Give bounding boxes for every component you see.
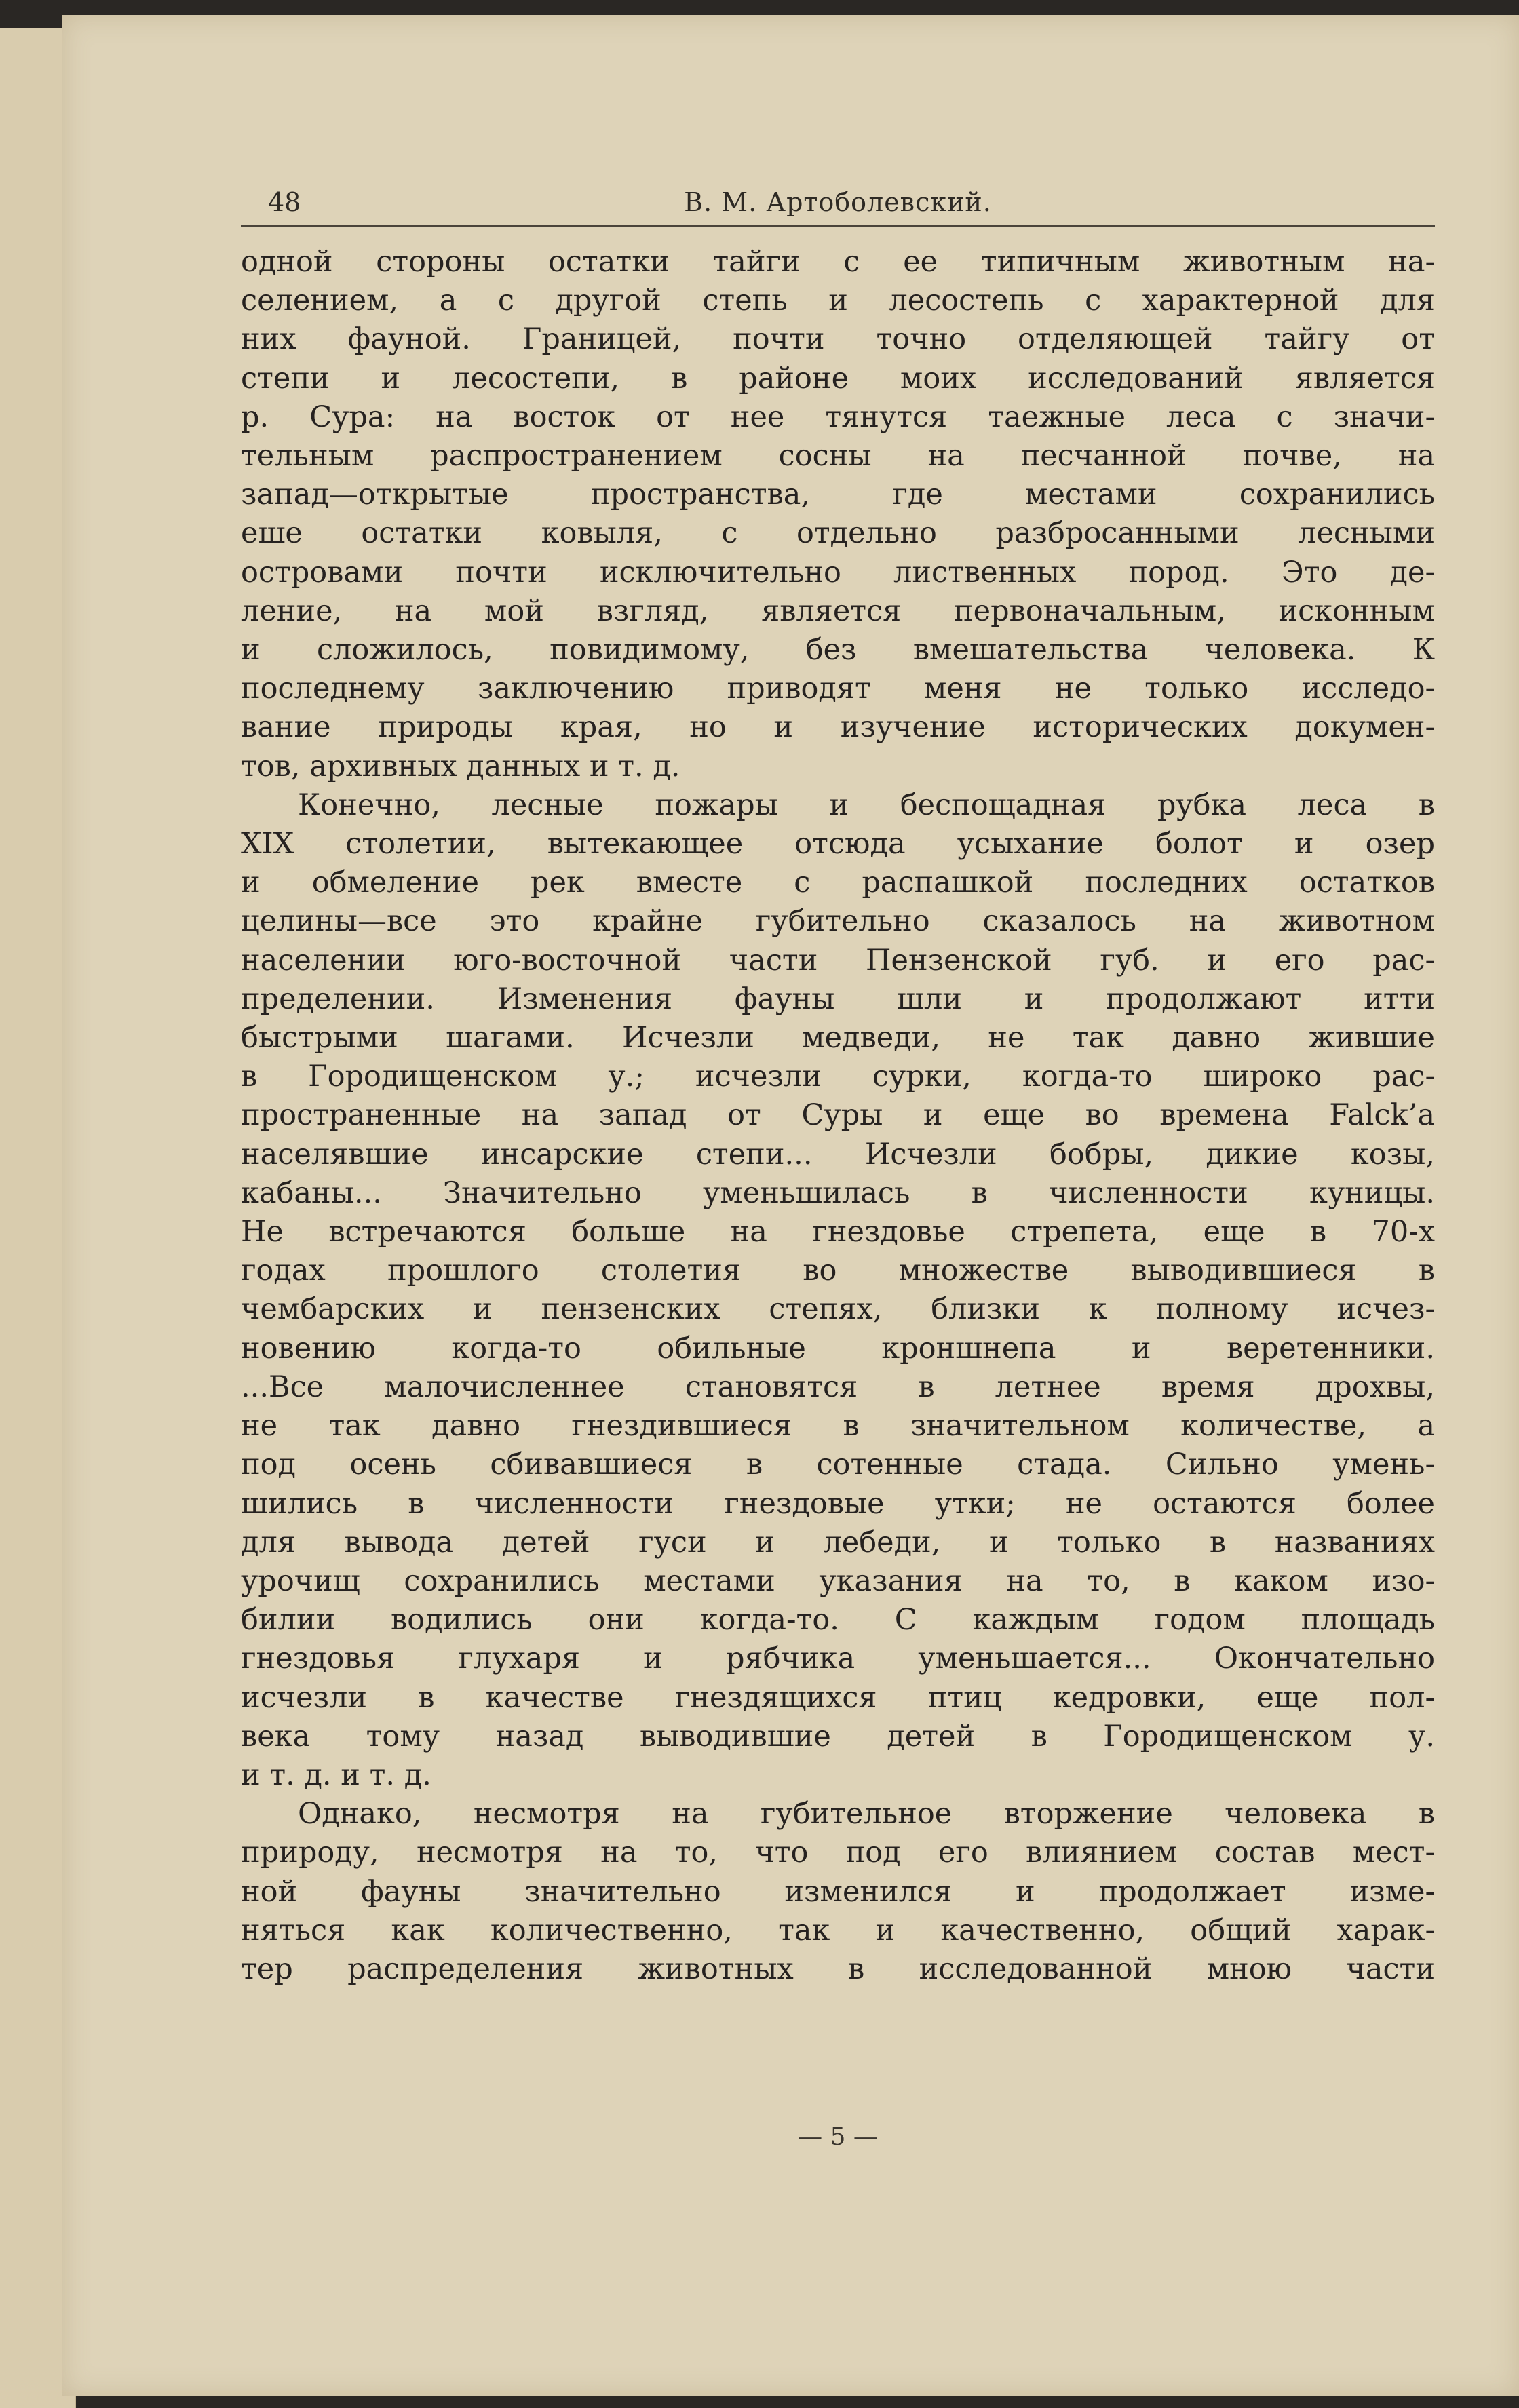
- running-title: В. М. Артоболевский.: [684, 187, 992, 217]
- text-line: ление, на мой взгляд, является первоначальным, исконным: [241, 594, 1435, 628]
- text-line: новению когда-то обильные кроншнепа и веретенники.: [241, 1331, 1435, 1365]
- text-line: тов, архивных данных и т. д.: [241, 749, 680, 783]
- text-line: исчезли в качестве гнездящихся птиц кедровки, еще пол-: [241, 1680, 1435, 1715]
- page-number: 48: [268, 187, 301, 217]
- text-line: вание природы края, но и изучение исторических докумен-: [241, 710, 1435, 745]
- text-line: кабаны... Значительно уменьшилась в численности куницы.: [241, 1176, 1435, 1210]
- text-line: XIX столетии, вытекающее отсюда усыхание болот и озер: [241, 827, 1435, 861]
- text-line: островами почти исключительно лиственных пород. Это де-: [241, 555, 1435, 589]
- paragraph: [241, 1795, 1435, 1989]
- paragraph: [241, 786, 1435, 1795]
- text-line: пределении. Изменения фауны шли и продолжают итти: [241, 982, 1435, 1016]
- text-line: ...Все малочисленнее становятся в летнее время дрохвы,: [241, 1370, 1435, 1404]
- text-line: и т. д. и т. д.: [241, 1758, 431, 1792]
- text-line: еше остатки ковыля, с отдельно разбросанными лесными: [241, 516, 1435, 551]
- text-line: Однако, несмотря на губительное вторжение человека в: [298, 1797, 1435, 1831]
- text-line: них фауной. Границей, почти точно отделяющей тайгу от: [241, 322, 1435, 357]
- text-line: годах прошлого столетия во множестве выводившиеся в: [241, 1254, 1435, 1288]
- text-line: Не встречаются больше на гнездовье стрепета, еще в 70-х: [241, 1215, 1435, 1249]
- text-line: ной фауны значительно изменился и продолжает изме-: [241, 1874, 1435, 1909]
- text-line: природу, несмотря на то, что под его влиянием состав мест-: [241, 1836, 1435, 1870]
- paragraph: [241, 243, 1435, 786]
- text-line: одной стороны остатки тайги с ее типичным животным на-: [241, 245, 1435, 279]
- text-line: степи и лесостепи, в районе моих исследований является: [241, 361, 1435, 395]
- text-line: населении юго-восточной части Пензенской губ. и его рас-: [241, 943, 1435, 977]
- text-line: Конечно, лесные пожары и беспощадная рубка леса в: [298, 788, 1435, 822]
- text-line: урочищ сохранились местами указания на то, в каком изо-: [241, 1564, 1435, 1598]
- text-line: быстрыми шагами. Исчезли медведи, не так давно жившие: [241, 1021, 1435, 1055]
- text-line: не так давно гнездившиеся в значительном количестве, а: [241, 1409, 1435, 1443]
- text-line: пространенные на запад от Суры и еще во времена Falck’а: [241, 1098, 1435, 1133]
- text-line: целины—все это крайне губительно сказалось на животном: [241, 904, 1435, 939]
- text-line: века тому назад выводившие детей в Городищенском у.: [241, 1719, 1435, 1753]
- text-line: гнездовья глухаря и рябчика уменьшается... Окончательно: [241, 1642, 1435, 1676]
- signature-mark: — 5 —: [798, 2123, 878, 2151]
- text-line: тельным распространением сосны на песчанной почве, на: [241, 439, 1435, 473]
- running-head: [241, 178, 1435, 227]
- text-line: билии водились они когда-то. С каждым годом площадь: [241, 1603, 1435, 1637]
- text-line: под осень сбивавшиеся в сотенные стада. Сильно умень-: [241, 1448, 1435, 1482]
- text-line: и сложилось, повидимому, без вмешательства человека. К: [241, 633, 1435, 667]
- text-line: последнему заключению приводят меня не только исследо-: [241, 672, 1435, 706]
- text-line: р. Сура: на восток от нее тянутся таежные леса с значи-: [241, 400, 1435, 434]
- text-line: чембарских и пензенских степях, близки к полному исчез-: [241, 1292, 1435, 1327]
- text-line: для вывода детей гуси и лебеди, и только в названиях: [241, 1525, 1435, 1559]
- text-line: шились в численности гнездовые утки; не остаются более: [241, 1486, 1435, 1521]
- text-line: запад—открытые пространства, где местами сохранились: [241, 478, 1435, 512]
- text-line: няться как количественно, так и качественно, общий харак-: [241, 1913, 1435, 1947]
- text-line: в Городищенском у.; исчезли сурки, когда-то широко рас-: [241, 1060, 1435, 1094]
- page-content: [241, 178, 1435, 2348]
- text-line: тер распределения животных в исследованной мною части: [241, 1951, 1435, 1986]
- text-line: и обмеление рек вместе с распашкой последних остатков: [241, 866, 1435, 900]
- body-text: [241, 243, 1435, 1989]
- text-line: населявшие инсарские степи... Исчезли бобры, дикие козы,: [241, 1137, 1435, 1171]
- text-line: селением, а с другой степь и лесостепь с характерной для: [241, 284, 1435, 318]
